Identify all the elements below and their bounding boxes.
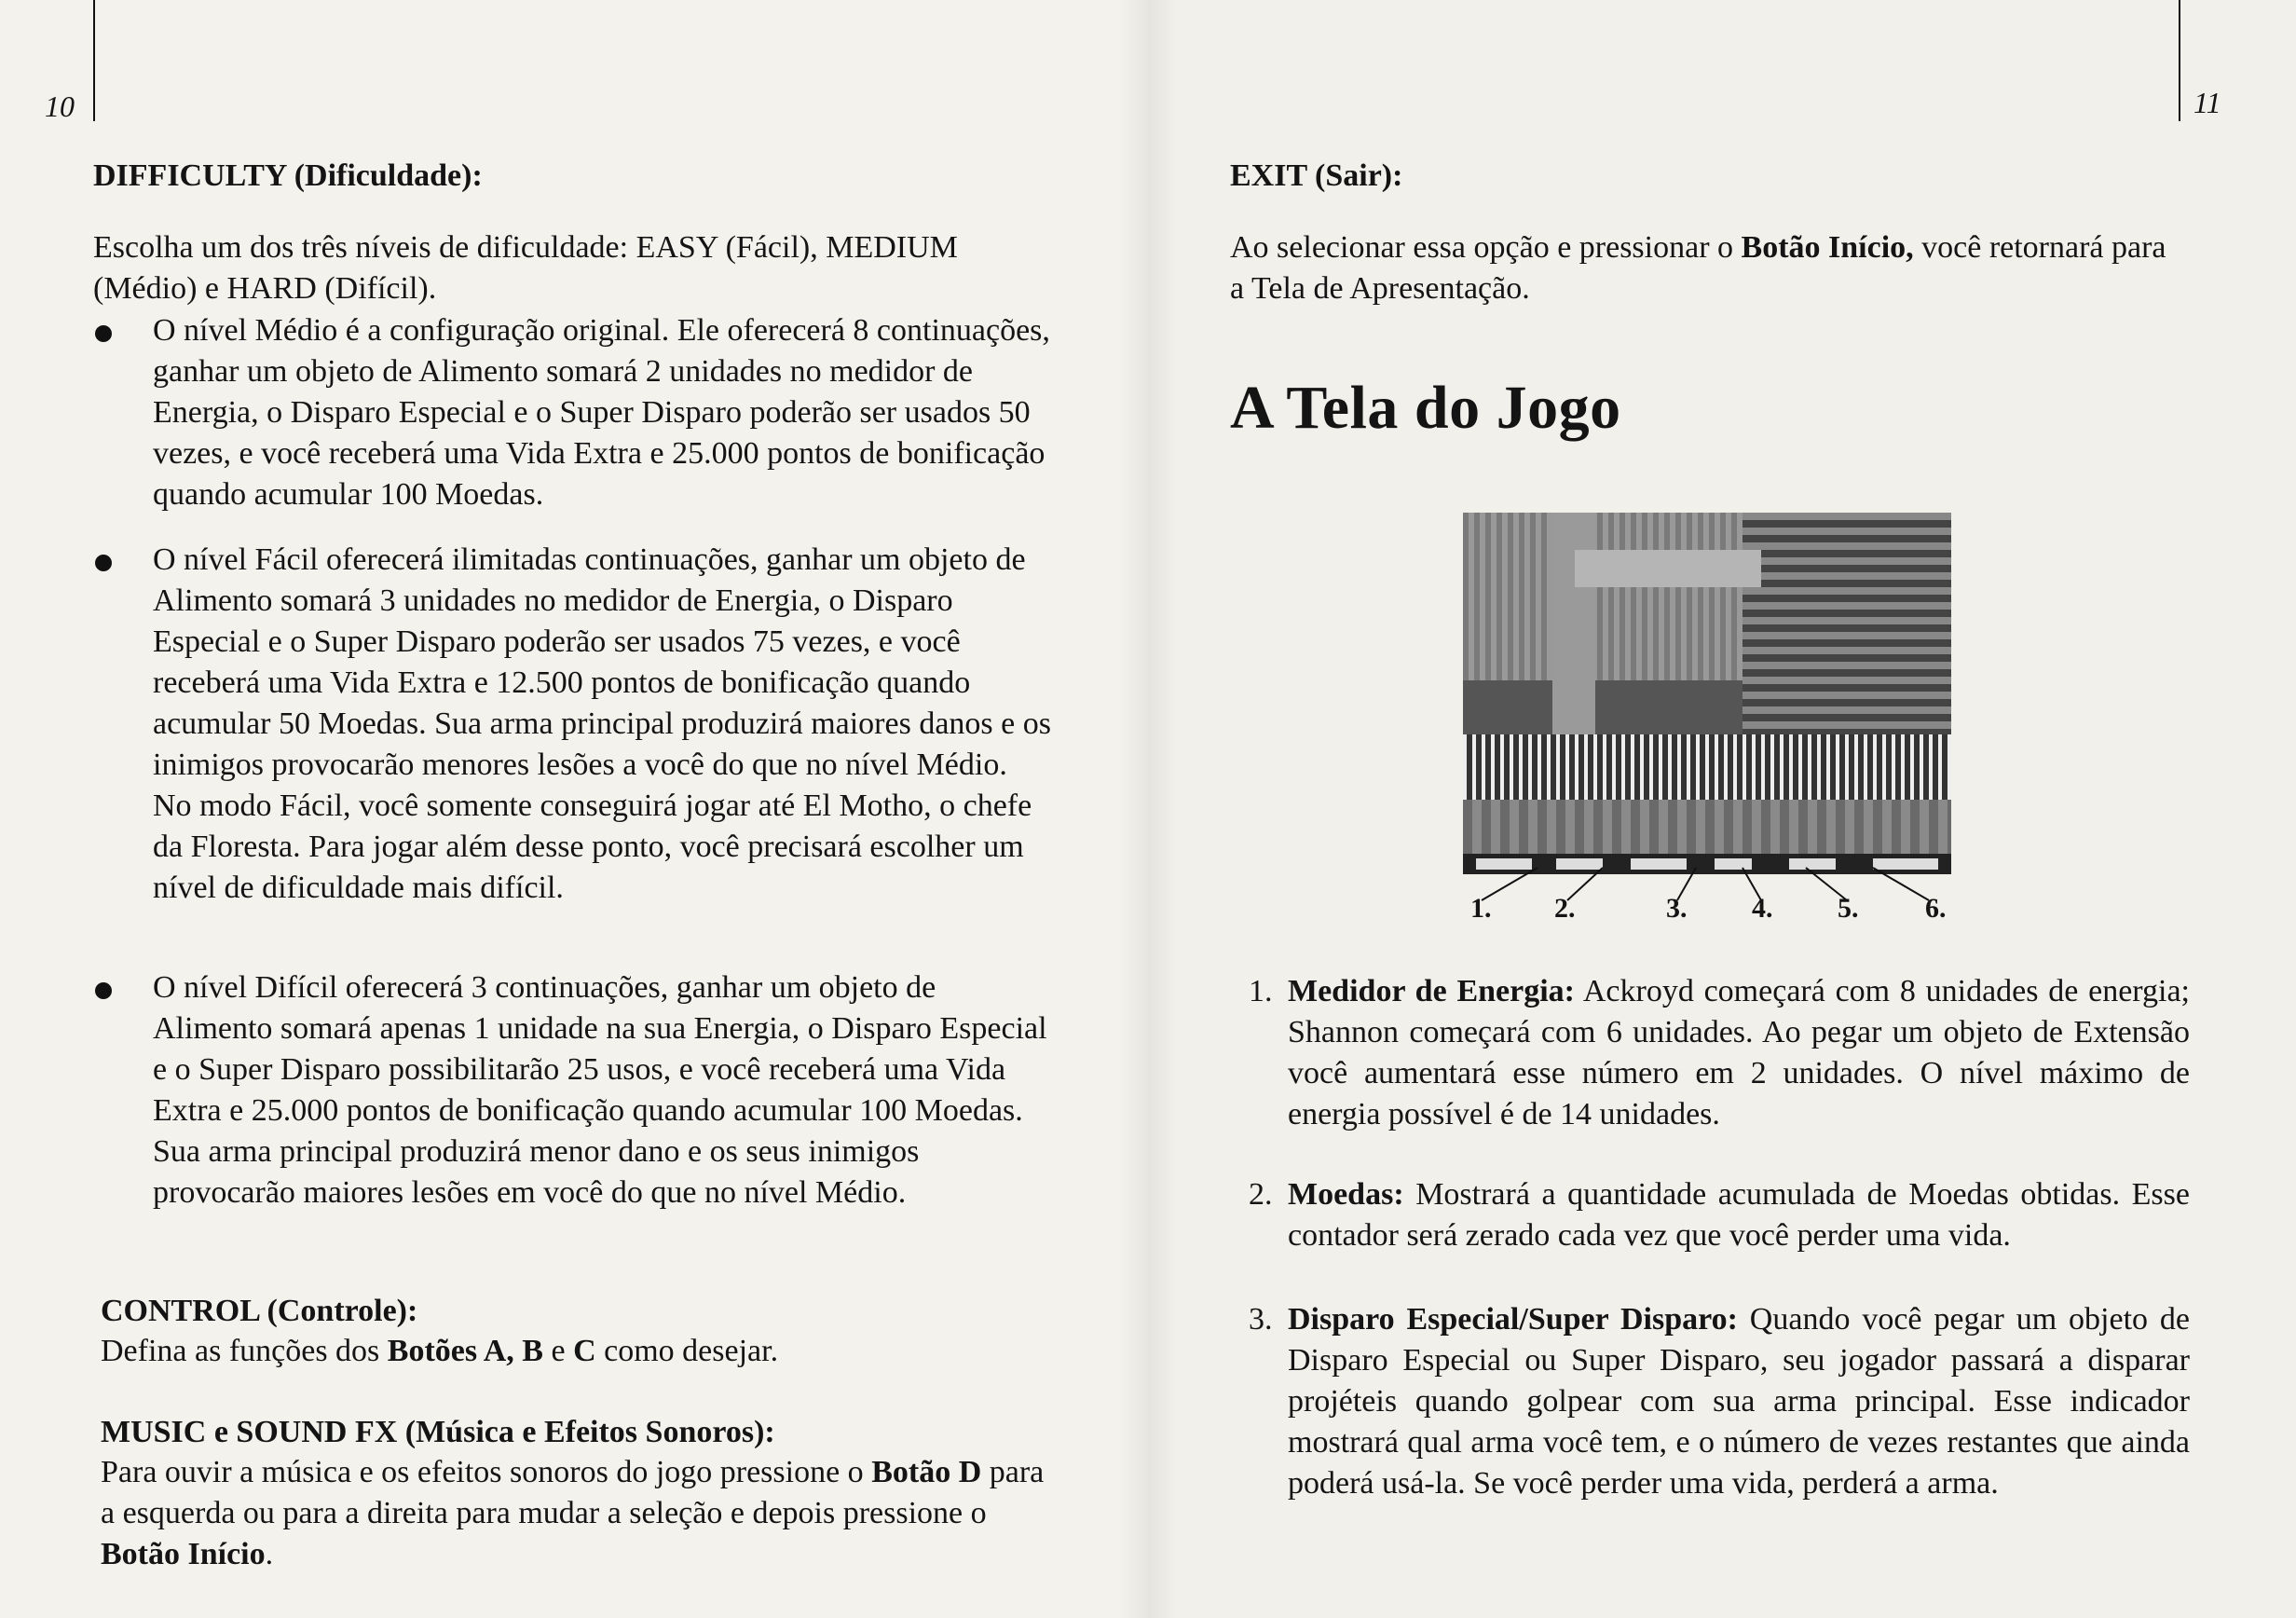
item-special-shot: 3. Disparo Especial/Super Disparo: Quando você pegar um objeto de Disparo Especial ou Super Disparo, seu jogador passará a disparar projéteis quando golpear com sua arma principal. Esse indicador mostrará qual arma você tem, e o número de vezes restantes que ainda poderá usá-la. Se você perder uma vida, perderá a arma. xyxy=(1249,1302,2190,1501)
screenshot-callouts xyxy=(1463,856,1985,930)
page-gutter xyxy=(1118,0,1178,1618)
control-heading: CONTROL (Controle): xyxy=(101,1294,418,1328)
callout-6: 6. xyxy=(1925,893,1947,924)
difficulty-intro: Escolha um dos três níveis de dificuldade: EASY (Fácil), MEDIUM (Médio) e HARD (Difícil). xyxy=(93,230,958,306)
callout-1: 1. xyxy=(1470,893,1492,924)
callout-5: 5. xyxy=(1838,893,1859,924)
exit-section xyxy=(1230,158,2180,309)
bullet-easy-text: O nível Fácil oferecerá ilimitadas continuações, ganhar um objeto de Alimento somará 3 unidades no medidor de Energia, o Disparo Especial e o Super Disparo poderão ser usados 75 vezes, e você receberá uma Vida Extra e 12.500 pontos de bonificação quando acumular 50 Moedas. Sua arma principal produzirá maiores danos e os inimigos provocarão menores lesões a você do que no nível Médio. No modo Fácil, você somente conseguirá jogar até El Motho, o chefe da Floresta. Para jogar além desse ponto, você precisará escolher um nível de dificuldade mais difícil. xyxy=(153,542,1051,905)
callout-3: 3. xyxy=(1666,893,1688,924)
bullet-medium-text: O nível Médio é a configuração original. Ele oferecerá 8 continuações, ganhar um objeto de Alimento somará 2 unidades no medidor de Energia, o Disparo Especial e o Super Disparo poderão ser usados 50 vezes, e você receberá uma Vida Extra e 25.000 pontos de bonificação quando acumular 100 Moedas. xyxy=(153,313,1050,512)
bullet-dot xyxy=(95,325,112,342)
music-heading: MUSIC e SOUND FX (Música e Efeitos Sonoros): xyxy=(101,1415,775,1449)
difficulty-heading: DIFFICULTY (Dificuldade): xyxy=(93,158,483,193)
game-screenshot xyxy=(1463,513,1951,874)
difficulty-section xyxy=(93,158,1058,309)
page-number-left: 10 xyxy=(45,89,75,123)
callout-4: 4. xyxy=(1752,893,1773,924)
control-section xyxy=(101,1294,1060,1372)
page-title: A Tela do Jogo xyxy=(1230,374,1621,442)
music-section xyxy=(101,1415,1060,1575)
callout-2: 2. xyxy=(1554,893,1576,924)
bullet-dot xyxy=(95,555,112,571)
bullet-medium xyxy=(153,310,1052,515)
bullet-dot xyxy=(95,982,112,999)
right-margin-rule xyxy=(2179,0,2180,121)
bullet-easy xyxy=(153,540,1052,909)
exit-heading: EXIT (Sair): xyxy=(1230,158,1403,193)
control-text: Defina as funções dos Botões A, B e C como desejar. xyxy=(101,1334,779,1368)
bullet-hard-text: O nível Difícil oferecerá 3 continuações, ganhar um objeto de Alimento somará apenas 1 unidade na sua Energia, o Disparo Especial e o Super Disparo possibilitarão 25 usos, e você receberá uma Vida Extra e 25.000 pontos de bonificação quando acumular 100 Moedas. Sua arma principal produzirá menor dano e os seus inimigos provocarão maiores lesões em você do que no nível Médio. xyxy=(153,970,1047,1210)
exit-text: Ao selecionar essa opção e pressionar o Botão Início, você retornará para a Tela de Apresentação. xyxy=(1230,230,2166,306)
item-coins: 2. Moedas: Mostrará a quantidade acumulada de Moedas obtidas. Esse contador será zerado cada vez que você perder uma vida. xyxy=(1249,1177,2190,1253)
music-text: Para ouvir a música e os efeitos sonoros do jogo pressione o Botão D para a esquerda ou para a direita para mudar a seleção e depois pressione o Botão Início. xyxy=(101,1455,1045,1571)
bullet-hard xyxy=(153,967,1052,1214)
page-number-right: 11 xyxy=(2194,86,2221,119)
left-margin-rule xyxy=(93,0,95,121)
item-energy-meter: 1. Medidor de Energia: Ackroyd começará com 8 unidades de energia; Shannon começará com 6 unidades. Ao pegar um objeto de Extensão você aumentará esse número em 2 unidades. O nível máximo de energia possível é de 14 unidades. xyxy=(1249,974,2190,1131)
